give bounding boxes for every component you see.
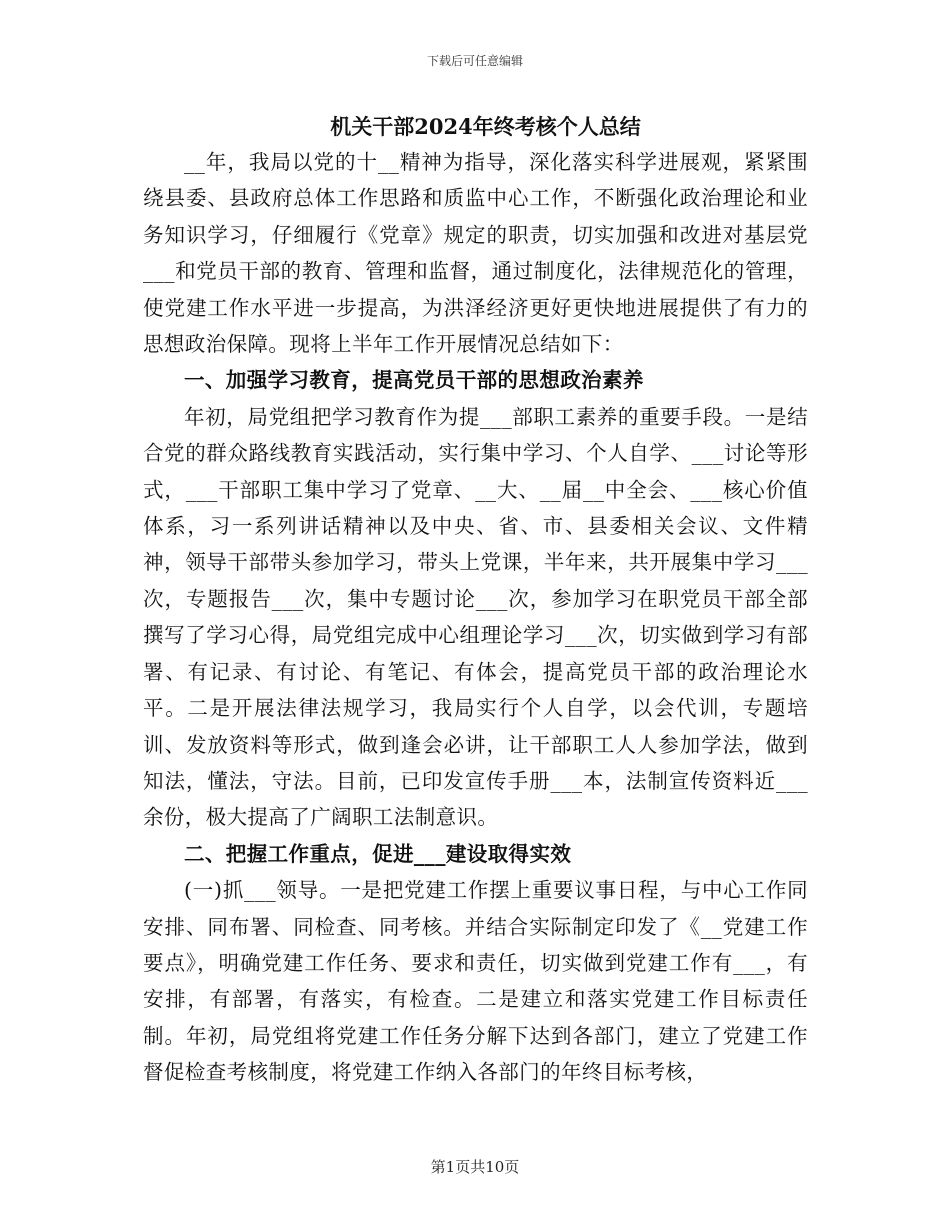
- section-2-heading: 二、把握工作重点，促进___建设取得实效: [184, 841, 572, 866]
- page-number-footer: 第1页共10页: [430, 1158, 520, 1176]
- page-header-note: 下载后可任意编辑: [426, 54, 523, 68]
- intro-paragraph: __年，我局以党的十__精神为指导，深化落实科学进展观，紧紧围绕县委、县政府总体工作思路和质监中心工作，不断强化政治理论和业务知识学习，仔细履行《党章》规定的职责，切实加强和改进对基层党___和党员干部的教育、管理和监督，通过制度化，法律规范化的管理，使党建工作水平进一步提高，为洪泽经济更好更快地进展提供了有力的思想政治保障。现将上半年工作开展情况总结如下：: [143, 150, 808, 357]
- section-2-paragraph: (一)抓___领导。一是把党建工作摆上重要议事日程，与中心工作同安排、同布署、同检查、同考核。并结合实际制定印发了《__党建工作要点》，明确党建工作任务、要求和责任，切实做到党建工作有___，有安排，有部署，有落实，有检查。二是建立和落实党建工作目标责任制。年初，局党组将党建工作任务分解下达到各部门，建立了党建工作督促检查考核制度，将党建工作纳入各部门的年终目标考核，: [143, 878, 808, 1085]
- section-1-heading: 一、加强学习教育，提高党员干部的思想政治素养: [184, 368, 644, 393]
- document-body: [143, 110, 808, 1091]
- section-1-paragraph: 年初，局党组把学习教育作为提___部职工素养的重要手段。一是结合党的群众路线教育实践活动，实行集中学习、个人自学、___讨论等形式，___干部职工集中学习了党章、__大、__届__中全会、___核心价值体系，习一系列讲话精神以及中央、省、市、县委相关会议、文件精神，领导干部带头参加学习，带头上党课，半年来，共开展集中学习___次，专题报告___次，集中专题讨论___次，参加学习在职党员干部全部撰写了学习心得，局党组完成中心组理论学习___次，切实做到学习有部署、有记录、有讨论、有笔记、有体会，提高党员干部的政治理论水平。二是开展法律法规学习，我局实行个人自学，以会代训，专题培训、发放资料等形式，做到逢会必讲，让干部职工人人参加学法，做到知法，懂法，守法。目前，已印发宣传手册___本，法制宣传资料近___余份，极大提高了广阔职工法制意识。: [143, 404, 808, 830]
- document-title: 机关干部2024年终考核个人总结: [330, 114, 641, 139]
